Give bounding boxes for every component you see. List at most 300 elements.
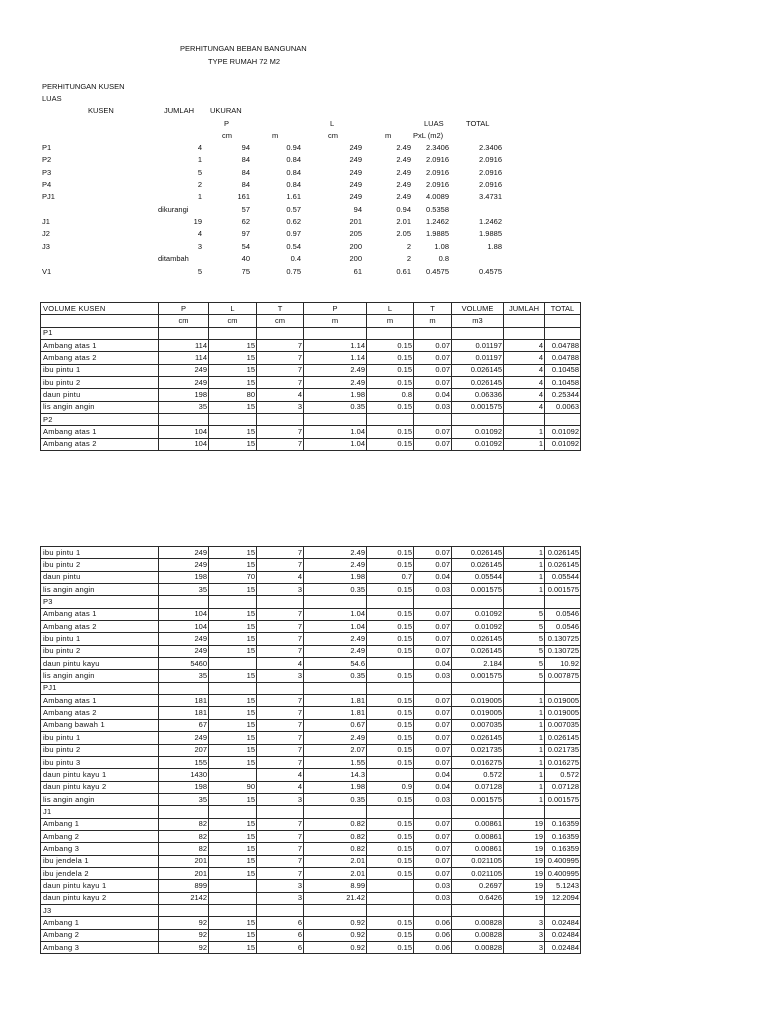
p-cm-cell: 181	[159, 695, 209, 707]
p-cm-cell: 198	[159, 389, 209, 401]
t-m-cell: 0.07	[414, 707, 452, 719]
luas-p-m-cell: 0.62	[286, 217, 301, 227]
luas-p-cm-cell: 94	[241, 143, 250, 152]
l-m-cell: 0.15	[367, 584, 414, 596]
table-row	[41, 756, 581, 768]
item-name-cell: Ambang atas 1	[41, 340, 159, 352]
total-cell	[545, 596, 581, 608]
table-row	[41, 830, 581, 842]
section-label: PJ1	[41, 682, 159, 694]
t-cm-cell: 4	[257, 389, 304, 401]
volume-cell: 0.019005	[452, 695, 504, 707]
p-m-cell: 2.01	[304, 855, 367, 867]
total-cell: 0.25344	[545, 389, 581, 401]
l-cm-cell: cm	[209, 315, 257, 327]
luas-luas-cell: 2.0916	[426, 167, 449, 177]
p-m-cell: 0.67	[304, 719, 367, 731]
p-m-cell: 0.35	[304, 793, 367, 805]
total-cell: 0.400995	[545, 855, 581, 867]
p-m-cell: 2.49	[304, 559, 367, 571]
p-m-cell	[304, 682, 367, 694]
t-cm-cell	[257, 806, 304, 818]
luas-luas-cell: 4.0089	[426, 192, 449, 202]
t-cm-cell: 3	[257, 880, 304, 892]
p-m-cell: 1.81	[304, 695, 367, 707]
l-m-cell	[367, 892, 414, 904]
luas-l-cm-cell: 249	[349, 180, 362, 190]
volume-cell: 0.001575	[452, 793, 504, 805]
volume-cell: 0.00861	[452, 818, 504, 830]
item-name-cell: ibu pintu 2	[41, 645, 159, 657]
p-m-cell: 2.49	[304, 645, 367, 657]
l-cm-cell: 15	[209, 645, 257, 657]
luas-note-cell: ditambah	[158, 254, 189, 264]
jumlah-cell: 1	[504, 584, 545, 596]
t-cm-cell: 7	[257, 621, 304, 633]
item-name-cell: ibu pintu 2	[41, 744, 159, 756]
total-cell: 0.026145	[545, 547, 581, 559]
total-cell: 0.572	[545, 769, 581, 781]
p-cm-cell: 155	[159, 756, 209, 768]
l-m-cell: 0.15	[367, 942, 414, 954]
luas-jumlah-cell: 5	[197, 167, 202, 177]
t-m-cell: 0.07	[414, 744, 452, 756]
table-row	[41, 377, 581, 389]
table-row	[41, 352, 581, 364]
l-cm-cell: 15	[209, 793, 257, 805]
t-m-cell	[414, 682, 452, 694]
luas-jumlah-cell: 2	[197, 180, 202, 190]
luas-p-m-cell: 0.84	[286, 180, 301, 190]
table-row	[41, 438, 581, 450]
total-cell	[545, 327, 581, 339]
l-m-cell: 0.7	[367, 571, 414, 583]
luas-jumlah-cell: 5	[197, 266, 202, 276]
l-cm-cell: 90	[209, 781, 257, 793]
t-m-cell	[414, 806, 452, 818]
table-row	[41, 389, 581, 401]
jumlah-cell: 4	[504, 352, 545, 364]
luas-p-cm-cell: 84	[241, 155, 250, 165]
t-m-cell: 0.07	[414, 559, 452, 571]
luas-note-cell: dikurangi	[158, 204, 189, 214]
t-cm-cell: 7	[257, 818, 304, 830]
header-p: P	[224, 119, 230, 128]
luas-jumlah-cell: 19	[193, 217, 202, 227]
volume-cell: VOLUME	[452, 303, 504, 315]
jumlah-cell: 19	[504, 892, 545, 904]
l-cm-cell: 80	[209, 389, 257, 401]
luas-p-m-cell: 0.57	[286, 204, 301, 214]
l-m-cell: L	[367, 303, 414, 315]
table-row	[41, 719, 581, 731]
total-cell: 0.05544	[545, 571, 581, 583]
jumlah-cell: 1	[504, 732, 545, 744]
total-cell: 0.019005	[545, 695, 581, 707]
jumlah-cell: 1	[504, 781, 545, 793]
t-m-cell: 0.04	[414, 781, 452, 793]
item-name-cell: daun pintu kayu 2	[41, 892, 159, 904]
section-label: P2	[41, 414, 159, 426]
p-m-cell: 1.98	[304, 781, 367, 793]
t-m-cell	[414, 327, 452, 339]
luas-luas-cell: 0.4575	[426, 266, 449, 276]
l-cm-cell: 15	[209, 719, 257, 731]
l-cm-cell	[209, 596, 257, 608]
section-row	[41, 327, 581, 339]
volume-cell: 0.026145	[452, 645, 504, 657]
volume-cell: 0.01197	[452, 352, 504, 364]
t-cm-cell	[257, 327, 304, 339]
volume-cell: 0.00861	[452, 830, 504, 842]
total-cell: 0.019005	[545, 707, 581, 719]
volume-cell: 2.184	[452, 658, 504, 670]
t-m-cell: 0.07	[414, 818, 452, 830]
l-cm-cell: 15	[209, 559, 257, 571]
volume-cell: 0.026145	[452, 364, 504, 376]
t-m-cell: 0.03	[414, 793, 452, 805]
l-cm-cell	[209, 414, 257, 426]
volume-cell: 0.00828	[452, 917, 504, 929]
luas-l-m-cell: 2.01	[396, 217, 411, 227]
table-row	[41, 867, 581, 879]
jumlah-cell: JUMLAH	[504, 303, 545, 315]
item-name-cell: Ambang atas 1	[41, 695, 159, 707]
t-cm-cell: 7	[257, 843, 304, 855]
total-cell: 0.02484	[545, 929, 581, 941]
table-row	[41, 571, 581, 583]
document-title: PERHITUNGAN BEBAN BANGUNAN	[180, 44, 307, 53]
jumlah-cell: 4	[504, 401, 545, 413]
section-label: J3	[41, 904, 159, 916]
volume-cell: 0.06336	[452, 389, 504, 401]
luas-p-m-cell: 1.61	[286, 192, 301, 202]
p-cm-cell: 181	[159, 707, 209, 719]
jumlah-cell: 19	[504, 855, 545, 867]
luas-total-cell: 2.0916	[479, 155, 502, 165]
table-row	[41, 559, 581, 571]
luas-luas-cell: 0.8	[438, 254, 449, 264]
volume-cell: 0.026145	[452, 377, 504, 389]
p-cm-cell: 82	[159, 818, 209, 830]
volume-cell: 0.07128	[452, 781, 504, 793]
item-name-cell	[41, 315, 159, 327]
luas-luas-cell: 1.9885	[426, 229, 449, 239]
luas-p-cm-cell: 84	[241, 180, 250, 190]
volume-kusen-table-continued	[40, 546, 581, 954]
l-m-cell: 0.15	[367, 608, 414, 620]
t-cm-cell: cm	[257, 315, 304, 327]
volume-cell: 0.026145	[452, 547, 504, 559]
luas-l-cm-cell: 201	[349, 217, 362, 227]
luas-l-cm-cell: 61	[353, 266, 362, 276]
l-cm-cell	[209, 806, 257, 818]
luas-p-cm-cell: 40	[241, 254, 250, 264]
table-row	[41, 633, 581, 645]
jumlah-cell: 4	[504, 364, 545, 376]
table-row	[41, 695, 581, 707]
p-m-cell: 2.49	[304, 377, 367, 389]
total-cell	[545, 806, 581, 818]
p-m-cell: 1.98	[304, 389, 367, 401]
t-m-cell: 0.07	[414, 547, 452, 559]
total-cell: 0.10458	[545, 377, 581, 389]
luas-total-cell: 3.4731	[479, 192, 502, 202]
total-cell: 0.07128	[545, 781, 581, 793]
p-cm-cell: 249	[159, 377, 209, 389]
p-m-cell: 2.49	[304, 547, 367, 559]
l-m-cell: 0.15	[367, 855, 414, 867]
l-m-cell: 0.15	[367, 352, 414, 364]
t-cm-cell: 7	[257, 340, 304, 352]
t-m-cell: 0.07	[414, 438, 452, 450]
l-cm-cell: 15	[209, 401, 257, 413]
t-m-cell: 0.07	[414, 364, 452, 376]
table-row	[41, 880, 581, 892]
t-m-cell: 0.07	[414, 608, 452, 620]
jumlah-cell: 5	[504, 670, 545, 682]
volume-cell: 0.05544	[452, 571, 504, 583]
l-cm-cell	[209, 880, 257, 892]
unit-pxl: PxL (m2)	[413, 131, 444, 140]
volume-cell: 0.01197	[452, 340, 504, 352]
volume-cell	[452, 806, 504, 818]
table-row	[41, 670, 581, 682]
t-cm-cell: 7	[257, 608, 304, 620]
jumlah-cell	[504, 327, 545, 339]
p-cm-cell	[159, 682, 209, 694]
l-m-cell: 0.9	[367, 781, 414, 793]
total-cell: 0.130725	[545, 645, 581, 657]
jumlah-cell: 19	[504, 843, 545, 855]
unit-l-cm: cm	[328, 131, 338, 140]
luas-p-cm-cell: 75	[241, 266, 250, 276]
item-name-cell: ibu jendela 2	[41, 867, 159, 879]
luas-p-cm-cell: 62	[241, 217, 250, 227]
total-cell	[545, 904, 581, 916]
l-m-cell	[367, 596, 414, 608]
t-cm-cell: T	[257, 303, 304, 315]
luas-l-m-cell: 0.61	[396, 266, 411, 276]
luas-l-m-cell: 0.94	[396, 204, 411, 214]
p-cm-cell: 35	[159, 584, 209, 596]
luas-l-m-cell: 2.49	[396, 155, 411, 165]
jumlah-cell: 3	[504, 942, 545, 954]
total-cell: 0.02484	[545, 942, 581, 954]
p-cm-cell: P	[159, 303, 209, 315]
t-cm-cell: 3	[257, 584, 304, 596]
l-m-cell: 0.15	[367, 670, 414, 682]
luas-l-m-cell: 2.49	[396, 167, 411, 177]
p-m-cell: 1.04	[304, 438, 367, 450]
jumlah-cell	[504, 315, 545, 327]
l-cm-cell: 70	[209, 571, 257, 583]
section-row	[41, 596, 581, 608]
p-cm-cell: 92	[159, 929, 209, 941]
table-row	[41, 584, 581, 596]
volume-cell: 0.001575	[452, 584, 504, 596]
item-name-cell: Ambang 3	[41, 942, 159, 954]
luas-l-m-cell: 2	[406, 241, 411, 251]
luas-total-cell: 2.3406	[479, 143, 502, 152]
l-m-cell: 0.15	[367, 793, 414, 805]
p-cm-cell: 249	[159, 645, 209, 657]
volume-cell: 0.026145	[452, 732, 504, 744]
volume-cell: 0.021735	[452, 744, 504, 756]
header-row	[41, 303, 581, 315]
total-cell: 0.16359	[545, 843, 581, 855]
p-cm-cell: 104	[159, 426, 209, 438]
l-cm-cell: 15	[209, 438, 257, 450]
l-cm-cell: 15	[209, 670, 257, 682]
luas-p-cm-cell: 84	[241, 167, 250, 177]
item-name-cell: VOLUME KUSEN	[41, 303, 159, 315]
luas-jumlah-cell: 1	[197, 155, 202, 165]
table-row	[41, 426, 581, 438]
jumlah-cell: 1	[504, 756, 545, 768]
item-name-cell: daun pintu	[41, 571, 159, 583]
t-m-cell: 0.07	[414, 867, 452, 879]
t-m-cell: 0.07	[414, 855, 452, 867]
l-cm-cell: 15	[209, 744, 257, 756]
section-row	[41, 414, 581, 426]
l-cm-cell	[209, 904, 257, 916]
t-cm-cell: 7	[257, 855, 304, 867]
t-m-cell: 0.07	[414, 352, 452, 364]
l-cm-cell	[209, 769, 257, 781]
volume-cell	[452, 327, 504, 339]
t-cm-cell	[257, 414, 304, 426]
section-label: J1	[41, 806, 159, 818]
p-m-cell: 1.81	[304, 707, 367, 719]
total-cell	[545, 682, 581, 694]
t-cm-cell: 3	[257, 670, 304, 682]
item-name-cell: Ambang atas 2	[41, 352, 159, 364]
jumlah-cell	[504, 904, 545, 916]
p-m-cell: 1.04	[304, 608, 367, 620]
p-m-cell: 2.49	[304, 364, 367, 376]
luas-p-m-cell: 0.84	[286, 167, 301, 177]
jumlah-cell: 1	[504, 744, 545, 756]
luas-p-m-cell: 0.75	[286, 266, 301, 276]
item-name-cell: Ambang atas 1	[41, 426, 159, 438]
p-m-cell: 1.98	[304, 571, 367, 583]
t-cm-cell: 3	[257, 793, 304, 805]
l-cm-cell: 15	[209, 352, 257, 364]
document-subtitle: TYPE RUMAH 72 M2	[208, 57, 281, 66]
volume-cell: 0.01092	[452, 438, 504, 450]
total-cell: 12.2094	[545, 892, 581, 904]
t-cm-cell: 7	[257, 352, 304, 364]
luas-kusen-cell: P4	[42, 180, 52, 190]
l-cm-cell: 15	[209, 929, 257, 941]
p-cm-cell: 198	[159, 781, 209, 793]
t-cm-cell: 3	[257, 892, 304, 904]
p-cm-cell: 249	[159, 732, 209, 744]
total-cell: 0.130725	[545, 633, 581, 645]
l-m-cell: 0.8	[367, 389, 414, 401]
l-m-cell: 0.15	[367, 364, 414, 376]
table-row	[41, 401, 581, 413]
header-jumlah: JUMLAH	[164, 106, 195, 115]
t-m-cell: 0.07	[414, 377, 452, 389]
l-m-cell	[367, 904, 414, 916]
luas-total-cell: 0.4575	[479, 266, 502, 276]
units-row	[41, 315, 581, 327]
item-name-cell: Ambang atas 2	[41, 707, 159, 719]
p-cm-cell: 82	[159, 843, 209, 855]
t-m-cell: 0.03	[414, 880, 452, 892]
t-cm-cell: 4	[257, 769, 304, 781]
jumlah-cell: 1	[504, 571, 545, 583]
t-cm-cell: 7	[257, 645, 304, 657]
luas-p-m-cell: 0.84	[286, 155, 301, 165]
p-cm-cell: 104	[159, 621, 209, 633]
luas-l-m-cell: 2.49	[396, 192, 411, 202]
p-m-cell: 0.35	[304, 584, 367, 596]
jumlah-cell: 19	[504, 830, 545, 842]
header-total: TOTAL	[466, 119, 490, 128]
item-name-cell: Ambang 1	[41, 917, 159, 929]
header-ukuran: UKURAN	[210, 106, 242, 115]
l-cm-cell: 15	[209, 584, 257, 596]
l-cm-cell: 15	[209, 547, 257, 559]
unit-p-cm: cm	[222, 131, 232, 140]
p-m-cell: 8.99	[304, 880, 367, 892]
total-cell: 0.02484	[545, 917, 581, 929]
table-row	[41, 892, 581, 904]
l-m-cell: 0.15	[367, 633, 414, 645]
p-cm-cell: 92	[159, 917, 209, 929]
item-name-cell: Ambang bawah 1	[41, 719, 159, 731]
p-cm-cell: 104	[159, 608, 209, 620]
item-name-cell: daun pintu	[41, 389, 159, 401]
table-row	[41, 658, 581, 670]
total-cell: 0.01092	[545, 426, 581, 438]
luas-kusen-cell: J1	[42, 217, 50, 227]
t-m-cell: 0.03	[414, 401, 452, 413]
volume-cell: m3	[452, 315, 504, 327]
header-luas: LUAS	[424, 119, 444, 128]
l-cm-cell	[209, 327, 257, 339]
jumlah-cell: 1	[504, 793, 545, 805]
t-m-cell	[414, 596, 452, 608]
t-cm-cell: 7	[257, 377, 304, 389]
table-row	[41, 942, 581, 954]
p-cm-cell: 249	[159, 364, 209, 376]
p-cm-cell: 249	[159, 559, 209, 571]
total-cell: 0.001575	[545, 793, 581, 805]
l-cm-cell: 15	[209, 621, 257, 633]
t-cm-cell: 7	[257, 438, 304, 450]
table-row	[41, 769, 581, 781]
t-m-cell: 0.07	[414, 645, 452, 657]
t-m-cell: 0.06	[414, 929, 452, 941]
t-cm-cell: 6	[257, 942, 304, 954]
l-m-cell: 0.15	[367, 818, 414, 830]
total-cell	[545, 315, 581, 327]
t-m-cell: 0.07	[414, 340, 452, 352]
l-cm-cell: 15	[209, 830, 257, 842]
t-m-cell: 0.04	[414, 658, 452, 670]
t-cm-cell: 4	[257, 571, 304, 583]
l-m-cell	[367, 880, 414, 892]
total-cell: 5.1243	[545, 880, 581, 892]
l-cm-cell	[209, 658, 257, 670]
luas-kusen-cell: J2	[42, 229, 50, 239]
jumlah-cell: 1	[504, 438, 545, 450]
p-cm-cell: 2142	[159, 892, 209, 904]
